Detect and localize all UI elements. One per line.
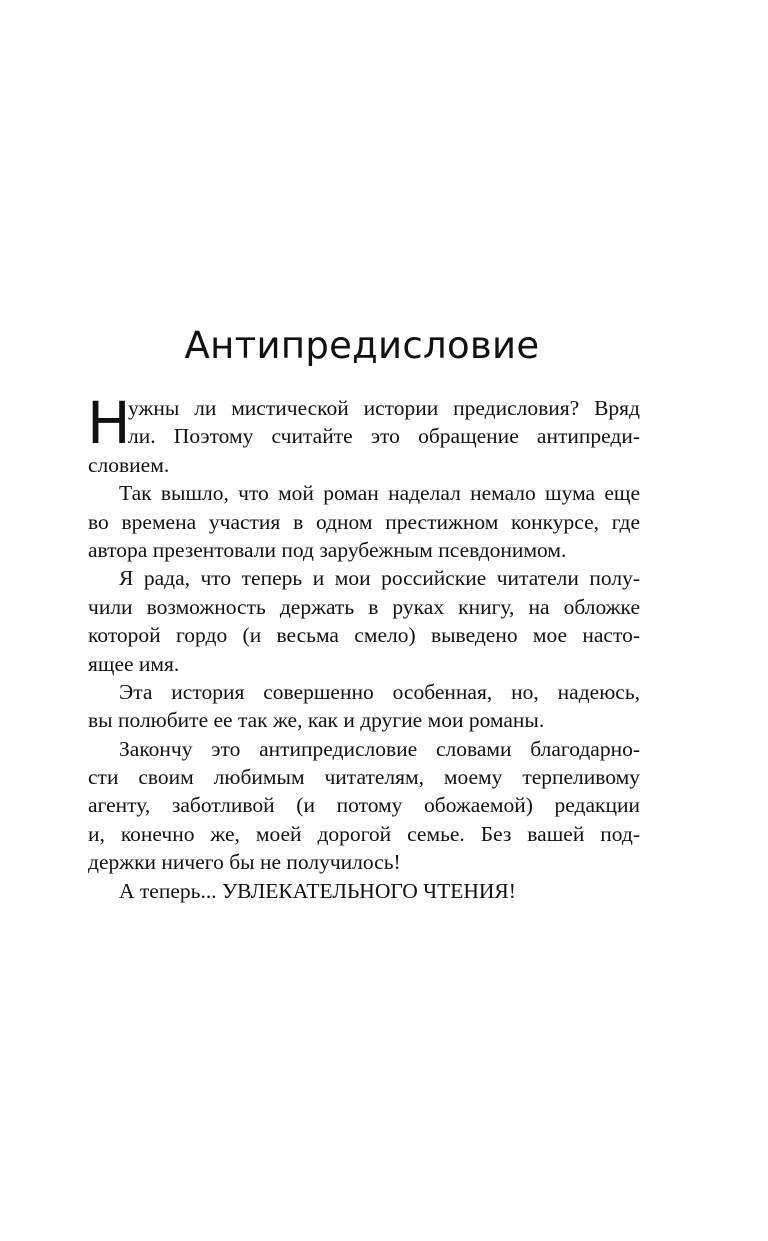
text-line: ли. Поэтому считайте это обращение антипреди- (128, 424, 640, 449)
text-line: Эта история совершенно особенная, но, надеюсь, (119, 679, 640, 704)
text-line: агенту, заботливой (и потому обожаемой) редакции (88, 793, 640, 818)
text-line: держки ничего бы не получилось! (88, 850, 401, 875)
chapter-body (87, 389, 640, 905)
text-line: ужны ли мистической истории предисловия? Вряд (128, 396, 640, 420)
text-line: А теперь... УВЛЕКАТЕЛЬНОГО ЧТЕНИЯ! (119, 878, 516, 903)
text-line: словием. (88, 452, 170, 477)
paragraph (88, 735, 640, 877)
paragraph (87, 389, 640, 479)
text-line: чили возможность держать в руках книгу, на обложке (88, 594, 640, 619)
chapter-title: Антипредисловие (184, 324, 540, 367)
text-line: Я рада, что теперь и мои российские читатели полу- (119, 566, 640, 591)
text-line: во времена участия в одном престижном конкурсе, где (88, 509, 640, 534)
paragraph (88, 479, 640, 564)
text-line: сти своим любимым читателям, моему терпеливому (88, 765, 640, 790)
text-line: ящее имя. (88, 651, 180, 676)
paragraph (88, 564, 640, 678)
paragraph (88, 678, 640, 735)
text-line: и, конечно же, моей дорогой семье. Без вашей под- (88, 821, 640, 846)
text-line: которой гордо (и весьма смело) выведено мое насто- (88, 623, 640, 648)
paragraph (88, 877, 640, 905)
drop-cap: Н (87, 389, 131, 457)
text-line: Закончу это антипредисловие словами благодарно- (119, 736, 640, 761)
text-line: автора презентовали под зарубежным псевдонимом. (88, 537, 567, 562)
text-line: вы полюбите ее так же, как и другие мои романы. (88, 708, 545, 733)
text-line: Так вышло, что мой роман наделал немало шума еще (119, 481, 640, 506)
